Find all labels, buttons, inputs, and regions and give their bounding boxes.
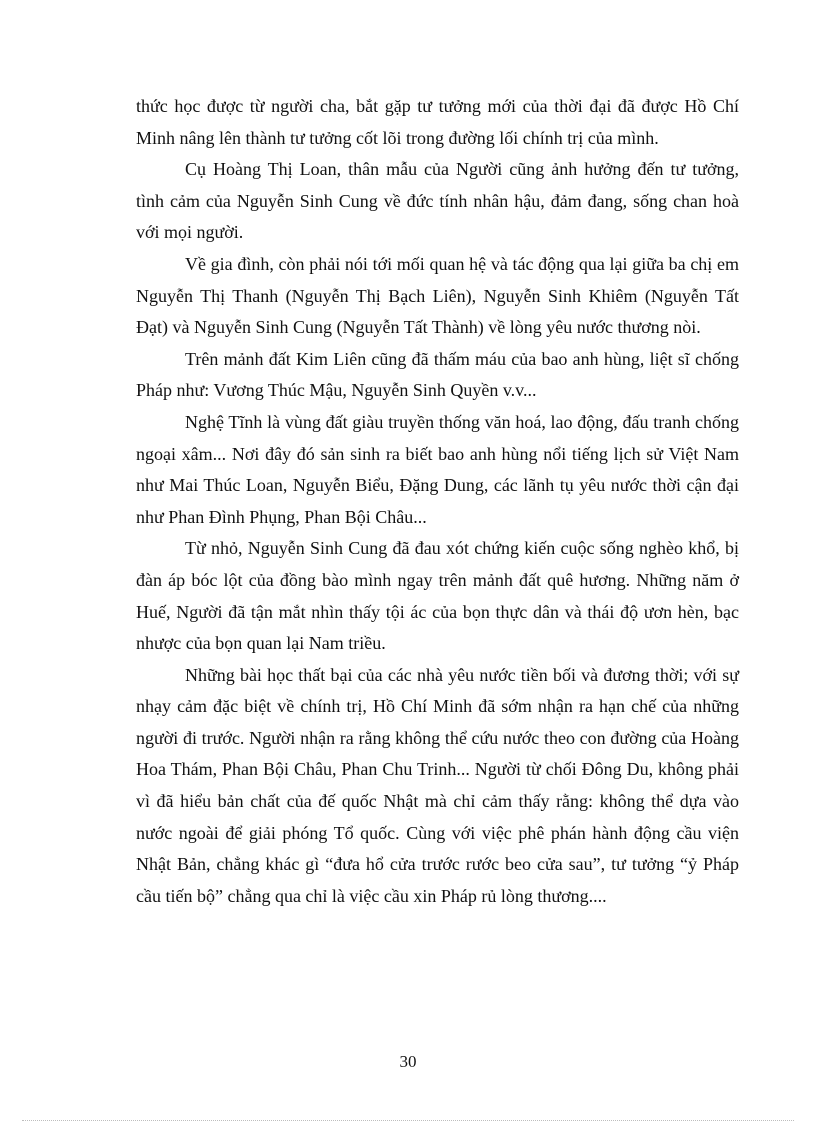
- body-text: [136, 91, 739, 912]
- paragraph-6: Từ nhỏ, Nguyễn Sinh Cung đã đau xót chứng kiến cuộc sống nghèo khổ, bị đàn áp bóc lột của đồng bào mình ngay trên mảnh đất quê hương. Những năm ở Huế, Người đã tận mắt nhìn thấy tội ác của bọn thực dân và thái độ ươn hèn, bạc nhược của bọn quan lại Nam triều.: [136, 538, 739, 654]
- paragraph-2: Cụ Hoàng Thị Loan, thân mẫu của Người cũng ảnh hưởng đến tư tưởng, tình cảm của Nguyễn Sinh Cung về đức tính nhân hậu, đảm đang, sống chan hoà với mọi người.: [136, 159, 739, 243]
- page-bottom-divider: [22, 1120, 794, 1121]
- paragraph-4: Trên mảnh đất Kim Liên cũng đã thấm máu của bao anh hùng, liệt sĩ chống Pháp như: Vương Thúc Mậu, Nguyễn Sinh Quyền v.v...: [136, 348, 739, 401]
- paragraph-5: Nghệ Tĩnh là vùng đất giàu truyền thống văn hoá, lao động, đấu tranh chống ngoại xâm... Nơi đây đó sản sinh ra biết bao anh hùng nổi tiếng lịch sử Việt Nam như Mai Thúc Loan, Nguyễn Biểu, Đặng Dung, các lãnh tụ yêu nước thời cận đại như Phan Đình Phụng, Phan Bội Châu...: [136, 411, 739, 527]
- page-number: 30: [399, 1052, 417, 1071]
- paragraph-1: thức học được từ người cha, bắt gặp tư tưởng mới của thời đại đã được Hồ Chí Minh nâng lên thành tư tưởng cốt lõi trong đường lối chính trị của mình.: [136, 96, 739, 148]
- paragraph-7: Những bài học thất bại của các nhà yêu nước tiền bối và đương thời; với sự nhạy cảm đặc biệt về chính trị, Hồ Chí Minh đã sớm nhận ra hạn chế của những người đi trước. Người nhận ra rằng không thể cứu nước theo con đường của Hoàng Hoa Thám, Phan Bội Châu, Phan Chu Trinh... Người từ chối Đông Du, không phải vì đã hiểu bản chất của đế quốc Nhật mà chỉ cảm thấy rằng: không thể dựa vào nước ngoài để giải phóng Tổ quốc. Cùng với việc phê phán hành động cầu viện Nhật Bản, chẳng khác gì “đưa hổ cửa trước rước beo cửa sau”, tư tưởng “ỷ Pháp cầu tiến bộ” chẳng qua chỉ là việc cầu xin Pháp rủ lòng thương....: [136, 664, 739, 906]
- paragraph-3: Về gia đình, còn phải nói tới mối quan hệ và tác động qua lại giữa ba chị em Nguyễn Thị Thanh (Nguyễn Thị Bạch Liên), Nguyễn Sinh Khiêm (Nguyễn Tất Đạt) và Nguyễn Sinh Cung (Nguyễn Tất Thành) về lòng yêu nước thương nòi.: [136, 253, 739, 338]
